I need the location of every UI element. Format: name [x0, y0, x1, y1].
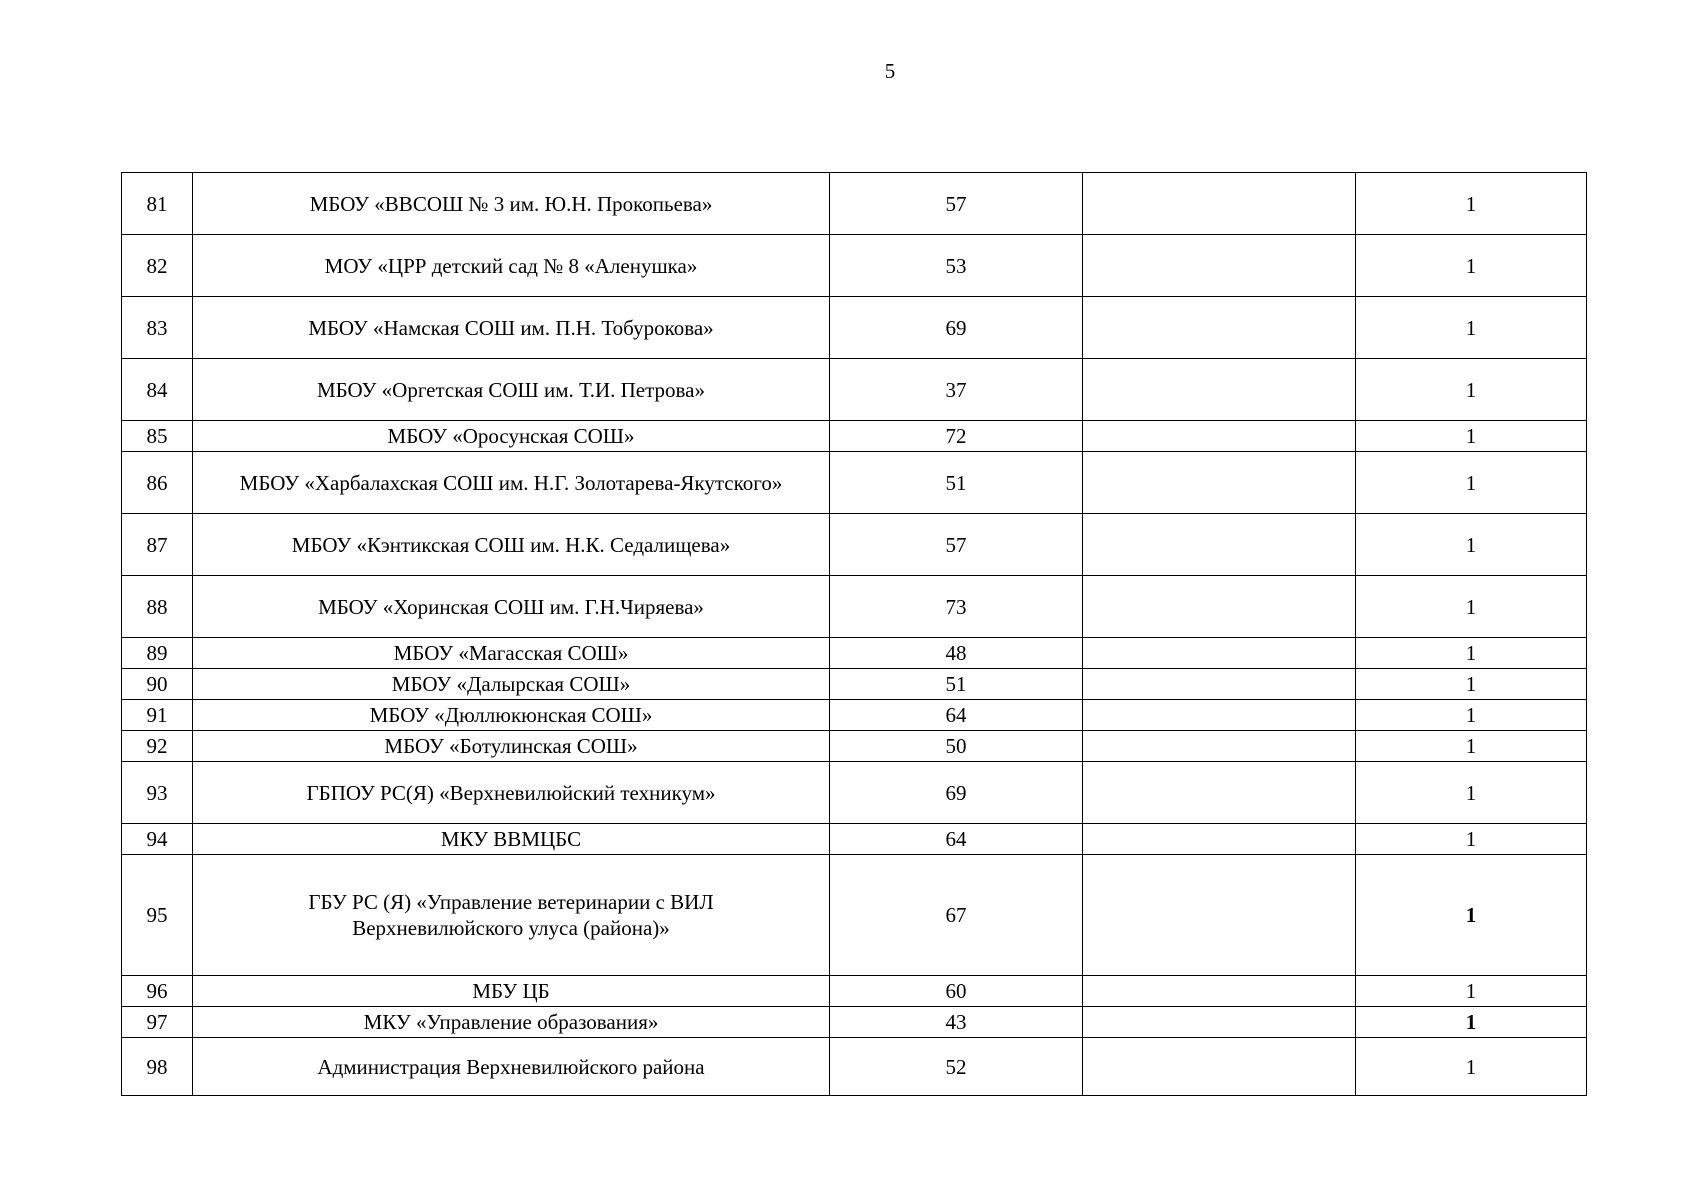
- organization-name-cell: [193, 173, 830, 235]
- empty-cell: [1083, 421, 1356, 452]
- empty-cell: [1083, 514, 1356, 576]
- empty-cell: [1083, 700, 1356, 731]
- table-row: [122, 976, 1587, 1007]
- count-cell: 1: [1356, 731, 1587, 762]
- value-cell: 69: [830, 762, 1083, 824]
- value-cell: 73: [830, 576, 1083, 638]
- empty-cell: [1083, 297, 1356, 359]
- row-index-cell: 94: [122, 824, 193, 855]
- value-cell: 60: [830, 976, 1083, 1007]
- row-index-cell: 85: [122, 421, 193, 452]
- table-row: [122, 762, 1587, 824]
- row-index-cell: 92: [122, 731, 193, 762]
- organization-name-line: Администрация Верхневилюйского района: [317, 1054, 705, 1079]
- empty-cell: [1083, 824, 1356, 855]
- count-cell: 1: [1356, 576, 1587, 638]
- row-index-cell: 93: [122, 762, 193, 824]
- empty-cell: [1083, 452, 1356, 514]
- table-row: [122, 700, 1587, 731]
- count-cell: 1: [1356, 1007, 1587, 1038]
- organization-name-line: ГБУ РС (Я) «Управление ветеринарии с ВИЛ: [308, 890, 714, 914]
- table-row: [122, 421, 1587, 452]
- organization-name-cell: [193, 669, 830, 700]
- value-cell: 53: [830, 235, 1083, 297]
- table-row: [122, 235, 1587, 297]
- value-cell: 48: [830, 638, 1083, 669]
- organization-name-cell: [193, 452, 830, 514]
- table-row: [122, 855, 1587, 976]
- value-cell: 51: [830, 452, 1083, 514]
- table-row: [122, 638, 1587, 669]
- organization-name-cell: [193, 638, 830, 669]
- count-cell: 1: [1356, 452, 1587, 514]
- table-row: [122, 173, 1587, 235]
- value-cell: 64: [830, 700, 1083, 731]
- empty-cell: [1083, 576, 1356, 638]
- organization-name-line: МКУ ВВМЦБС: [440, 827, 582, 851]
- row-index-cell: 86: [122, 452, 193, 514]
- count-cell: 1: [1356, 638, 1587, 669]
- empty-cell: [1083, 1007, 1356, 1038]
- count-cell: 1: [1356, 669, 1587, 700]
- count-cell: 1: [1356, 824, 1587, 855]
- value-cell: 64: [830, 824, 1083, 855]
- value-cell: 57: [830, 173, 1083, 235]
- page-number: 5: [884, 59, 896, 83]
- empty-cell: [1083, 762, 1356, 824]
- organization-name-line: МБУ ЦБ: [472, 979, 550, 1003]
- organization-name-cell: [193, 576, 830, 638]
- organization-name-cell: [193, 700, 830, 731]
- row-index-cell: 91: [122, 700, 193, 731]
- organization-name-line: МБОУ «Магасская СОШ»: [393, 641, 629, 665]
- organization-name-cell: [193, 976, 830, 1007]
- value-cell: 43: [830, 1007, 1083, 1038]
- empty-cell: [1083, 669, 1356, 700]
- row-index-cell: 83: [122, 297, 193, 359]
- count-cell: 1: [1356, 297, 1587, 359]
- value-cell: 51: [830, 669, 1083, 700]
- organization-name-line: МБОУ «Хоринская СОШ им. Г.Н.Чиряева»: [318, 594, 704, 619]
- count-cell: 1: [1356, 235, 1587, 297]
- empty-cell: [1083, 235, 1356, 297]
- count-cell: 1: [1356, 1038, 1587, 1096]
- table-row: [122, 576, 1587, 638]
- count-cell: 1: [1356, 173, 1587, 235]
- organization-name-cell: [193, 359, 830, 421]
- row-index-cell: 95: [122, 855, 193, 976]
- organization-name-line: МБОУ «Дюллюкюнская СОШ»: [369, 703, 653, 727]
- table-body: [122, 173, 1587, 1096]
- value-cell: 50: [830, 731, 1083, 762]
- value-cell: 69: [830, 297, 1083, 359]
- empty-cell: [1083, 731, 1356, 762]
- organization-name-line: МОУ «ЦРР детский сад № 8 «Аленушка»: [324, 253, 698, 278]
- count-cell: 1: [1356, 359, 1587, 421]
- organization-name-line: ГБПОУ РС(Я) «Верхневилюйский техникум»: [306, 780, 716, 805]
- organization-name-cell: [193, 297, 830, 359]
- count-cell: 1: [1356, 855, 1587, 976]
- count-cell: 1: [1356, 700, 1587, 731]
- empty-cell: [1083, 855, 1356, 976]
- organization-name-cell: [193, 855, 830, 976]
- row-index-cell: 98: [122, 1038, 193, 1096]
- row-index-cell: 88: [122, 576, 193, 638]
- table-row: [122, 514, 1587, 576]
- organization-name-line: МБОУ «Харбалахская СОШ им. Н.Г. Золотарева-Якутского»: [239, 470, 783, 495]
- empty-cell: [1083, 1038, 1356, 1096]
- table-row: [122, 824, 1587, 855]
- organization-name-cell: [193, 235, 830, 297]
- organization-name-cell: [193, 421, 830, 452]
- organization-name-line: МБОУ «Далырская СОШ»: [391, 672, 631, 696]
- table-row: [122, 1007, 1587, 1038]
- organization-name-line: МБОУ «Оросунская СОШ»: [387, 424, 635, 448]
- row-index-cell: 87: [122, 514, 193, 576]
- value-cell: 37: [830, 359, 1083, 421]
- row-index-cell: 81: [122, 173, 193, 235]
- value-cell: 67: [830, 855, 1083, 976]
- value-cell: 52: [830, 1038, 1083, 1096]
- table-row: [122, 359, 1587, 421]
- row-index-cell: 96: [122, 976, 193, 1007]
- organization-name-line: Верхневилюйского улуса (района)»: [352, 916, 670, 940]
- table-row: [122, 669, 1587, 700]
- row-index-cell: 90: [122, 669, 193, 700]
- organization-name-cell: [193, 1038, 830, 1096]
- row-index-cell: 84: [122, 359, 193, 421]
- organization-name-cell: [193, 762, 830, 824]
- organization-name-cell: [193, 731, 830, 762]
- organization-name-line: МКУ «Управление образования»: [363, 1010, 659, 1034]
- count-cell: 1: [1356, 421, 1587, 452]
- organization-name-cell: [193, 1007, 830, 1038]
- empty-cell: [1083, 976, 1356, 1007]
- value-cell: 72: [830, 421, 1083, 452]
- table-row: [122, 297, 1587, 359]
- organization-name-line: МБОУ «Кэнтикская СОШ им. Н.К. Седалищева»: [291, 532, 731, 557]
- organization-name-line: МБОУ «Намская СОШ им. П.Н. Тобурокова»: [308, 315, 714, 340]
- row-index-cell: 97: [122, 1007, 193, 1038]
- row-index-cell: 82: [122, 235, 193, 297]
- empty-cell: [1083, 359, 1356, 421]
- value-cell: 57: [830, 514, 1083, 576]
- empty-cell: [1083, 638, 1356, 669]
- empty-cell: [1083, 173, 1356, 235]
- organization-name-cell: [193, 514, 830, 576]
- table-row: [122, 731, 1587, 762]
- data-table: [121, 172, 1587, 1096]
- table-row: [122, 452, 1587, 514]
- row-index-cell: 89: [122, 638, 193, 669]
- organization-name-line: МБОУ «Оргетская СОШ им. Т.И. Петрова»: [316, 377, 706, 402]
- organization-name-cell: [193, 824, 830, 855]
- count-cell: 1: [1356, 976, 1587, 1007]
- count-cell: 1: [1356, 514, 1587, 576]
- organization-name-line: МБОУ «ВВСОШ № 3 им. Ю.Н. Прокопьева»: [309, 191, 713, 216]
- count-cell: 1: [1356, 762, 1587, 824]
- table-row: [122, 1038, 1587, 1096]
- organization-name-line: МБОУ «Ботулинская СОШ»: [384, 734, 638, 758]
